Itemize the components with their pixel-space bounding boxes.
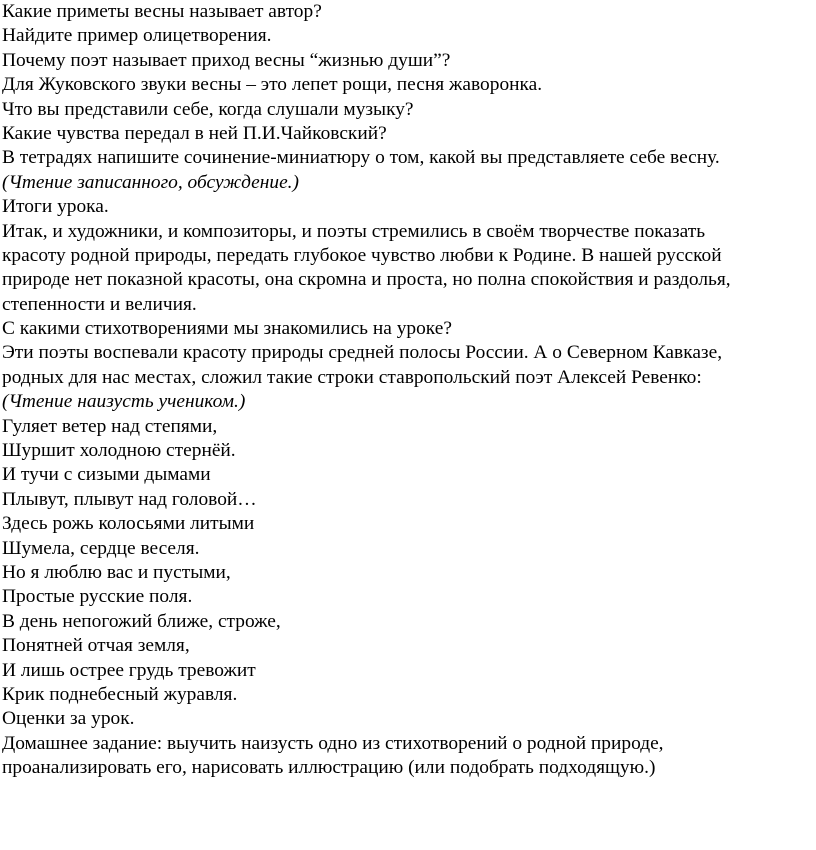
poem-line: И тучи с сизыми дымами <box>2 464 211 486</box>
question-poems-studied: С какими стихотворениями мы знакомились на уроке? <box>2 318 452 340</box>
summary-paragraph-line: Итак, и художники, и композиторы, и поэты стремились в своём творчестве показать <box>2 220 706 242</box>
document-body <box>2 0 814 781</box>
task-personification: Найдите пример олицетворения. <box>2 25 272 47</box>
summary-paragraph-line: красоту родной природы, передать глубокое чувство любви к Родине. В нашей русской <box>2 244 722 266</box>
poem-line: Но я люблю вас и пустыми, <box>2 561 231 583</box>
summary-paragraph-line: природе нет показной красоты, она скромна и проста, но полна спокойствия и раздолья, <box>2 269 731 291</box>
question-life-of-soul: Почему поэт называет приход весны “жизнью души”? <box>2 49 451 71</box>
question-imagined-music: Что вы представили себе, когда слушали музыку? <box>2 98 414 120</box>
note-reading-discussion: (Чтение записанного, обсуждение.) <box>2 171 299 193</box>
text-zhukovsky-sounds: Для Жуковского звуки весны – это лепет рощи, песня жаворонка. <box>2 74 543 96</box>
poem-line: Крик поднебесный журавля. <box>2 683 238 705</box>
intro-paragraph-line: Эти поэты воспевали красоту природы средней полосы России. А о Северном Кавказе, <box>2 342 723 364</box>
question-tchaikovsky-feelings: Какие чувства передал в ней П.И.Чайковский? <box>2 122 387 144</box>
poem-line: Понятней отчая земля, <box>2 635 190 657</box>
task-essay-spring: В тетрадях напишите сочинение-миниатюру о том, какой вы представляете себе весну. <box>2 147 720 169</box>
poem-line: Здесь рожь колосьями литыми <box>2 513 255 535</box>
poem-line: Гуляет ветер над степями, <box>2 415 218 437</box>
poem-line: Плывут, плывут над головой… <box>2 488 257 510</box>
poem-line: В день непогожий ближе, строже, <box>2 610 281 632</box>
poem-line: Простые русские поля. <box>2 586 193 608</box>
heading-lesson-summary: Итоги урока. <box>2 196 109 218</box>
poem-line: И лишь острее грудь тревожит <box>2 659 256 681</box>
poem-line: Шумела, сердце веселя. <box>2 537 200 559</box>
heading-grades: Оценки за урок. <box>2 708 135 730</box>
question-spring-signs: Какие приметы весны называет автор? <box>2 1 322 22</box>
note-recitation: (Чтение наизусть учеником.) <box>2 391 246 413</box>
summary-paragraph-line: степенности и величия. <box>2 293 197 315</box>
intro-paragraph-line: родных для нас местах, сложил такие строки ставропольский поэт Алексей Ревенко: <box>2 366 702 388</box>
homework-line: Домашнее задание: выучить наизусть одно из стихотворений о родной природе, <box>2 732 664 754</box>
homework-line: проанализировать его, нарисовать иллюстрацию (или подобрать подходящую.) <box>2 757 656 779</box>
poem-line: Шуршит холодною стернёй. <box>2 440 236 462</box>
